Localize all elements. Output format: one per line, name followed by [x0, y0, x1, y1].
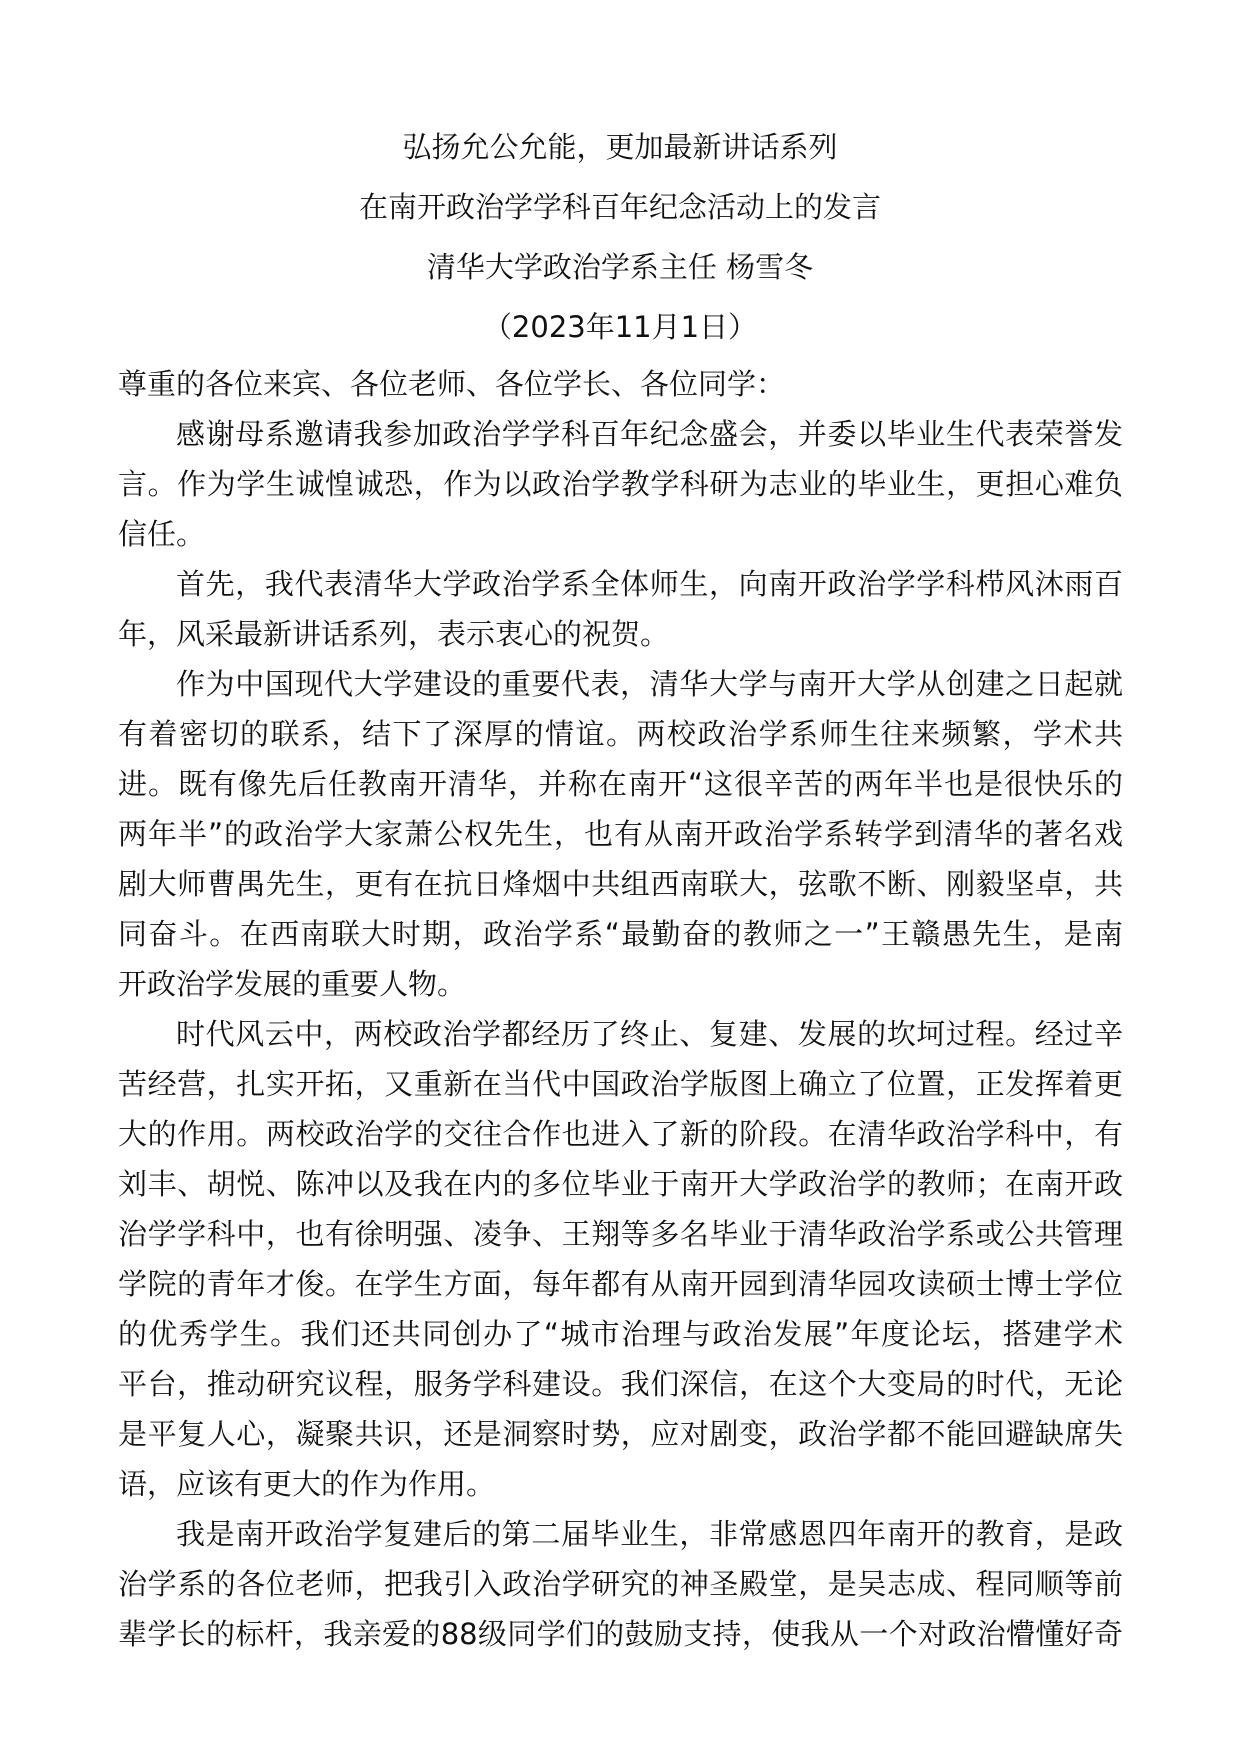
text-line: 两年半”的政治学大家萧公权先生，也有从南开政治学系转学到清华的著名戏	[118, 817, 1123, 851]
document-subtitle: 在南开政治学学科百年纪念活动上的发言	[358, 190, 881, 224]
text-line: 的优秀学生。我们还共同创办了“城市治理与政治发展”年度论坛，搭建学术	[118, 1317, 1123, 1351]
document-header	[0, 117, 1240, 357]
text-line: 治学学科中，也有徐明强、凌争、王翔等多名毕业于清华政治学系或公共管理	[118, 1217, 1123, 1251]
speaker-line: 清华大学政治学系主任 杨雪冬	[426, 250, 814, 284]
text-line: 时代风云中，两校政治学都经历了终止、复建、发展的坎坷过程。经过辛	[176, 1017, 1123, 1051]
document-body	[118, 359, 1123, 1659]
paragraph	[118, 1509, 1123, 1659]
paragraph	[118, 659, 1123, 1009]
text-line: 首先，我代表清华大学政治学系全体师生，向南开政治学学科栉风沐雨百	[176, 567, 1123, 601]
text-line: 言。作为学生诚惶诚恐，作为以政治学教学科研为志业的毕业生，更担心难负	[118, 467, 1123, 501]
text-line: 辈学长的标杆，我亲爱的88级同学们的鼓励支持，使我从一个对政治懵懂好奇	[118, 1617, 1123, 1651]
text-line: 刘丰、胡悦、陈冲以及我在内的多位毕业于南开大学政治学的教师；在南开政	[118, 1167, 1123, 1201]
text-line: 语，应该有更大的作为作用。	[118, 1467, 496, 1501]
text-line: 进。既有像先后任教南开清华，并称在南开“这很辛苦的两年半也是很快乐的	[118, 767, 1123, 801]
paragraph	[118, 1009, 1123, 1509]
text-line: 平台，推动研究议程，服务学科建设。我们深信，在这个大变局的时代，无论	[118, 1367, 1123, 1401]
paragraph	[118, 409, 1123, 559]
document-title: 弘扬允公允能，更加最新讲话系列	[402, 130, 838, 164]
salutation: 尊重的各位来宾、各位老师、各位学长、各位同学：	[118, 367, 786, 401]
text-line: 剧大师曹禺先生，更有在抗日烽烟中共组西南联大，弦歌不断、刚毅坚卓，共	[118, 867, 1123, 901]
text-line: 作为中国现代大学建设的重要代表，清华大学与南开大学从创建之日起就	[176, 667, 1123, 701]
text-line: 同奋斗。在西南联大时期，政治学系“最勤奋的教师之一”王赣愚先生，是南	[118, 917, 1123, 951]
text-line: 有着密切的联系，结下了深厚的情谊。两校政治学系师生往来频繁，学术共	[118, 717, 1123, 751]
paragraph	[118, 559, 1123, 659]
text-line: 是平复人心，凝聚共识，还是洞察时势，应对剧变，政治学都不能回避缺席失	[118, 1417, 1123, 1451]
text-line: 信任。	[118, 517, 206, 551]
text-line: 年，风采最新讲话系列，表示衷心的祝贺。	[118, 617, 670, 651]
speech-date: （2023年11月1日）	[482, 310, 758, 344]
text-line: 苦经营，扎实开拓，又重新在当代中国政治学版图上确立了位置，正发挥着更	[118, 1067, 1123, 1101]
text-line: 感谢母系邀请我参加政治学学科百年纪念盛会，并委以毕业生代表荣誉发	[176, 417, 1123, 451]
text-line: 大的作用。两校政治学的交往合作也进入了新的阶段。在清华政治学科中，有	[118, 1117, 1123, 1151]
text-line: 治学系的各位老师，把我引入政治学研究的神圣殿堂，是吴志成、程同顺等前	[118, 1567, 1123, 1601]
text-line: 开政治学发展的重要人物。	[118, 967, 467, 1001]
text-line: 我是南开政治学复建后的第二届毕业生，非常感恩四年南开的教育，是政	[176, 1517, 1123, 1551]
text-line: 学院的青年才俊。在学生方面，每年都有从南开园到清华园攻读硕士博士学位	[118, 1267, 1123, 1301]
